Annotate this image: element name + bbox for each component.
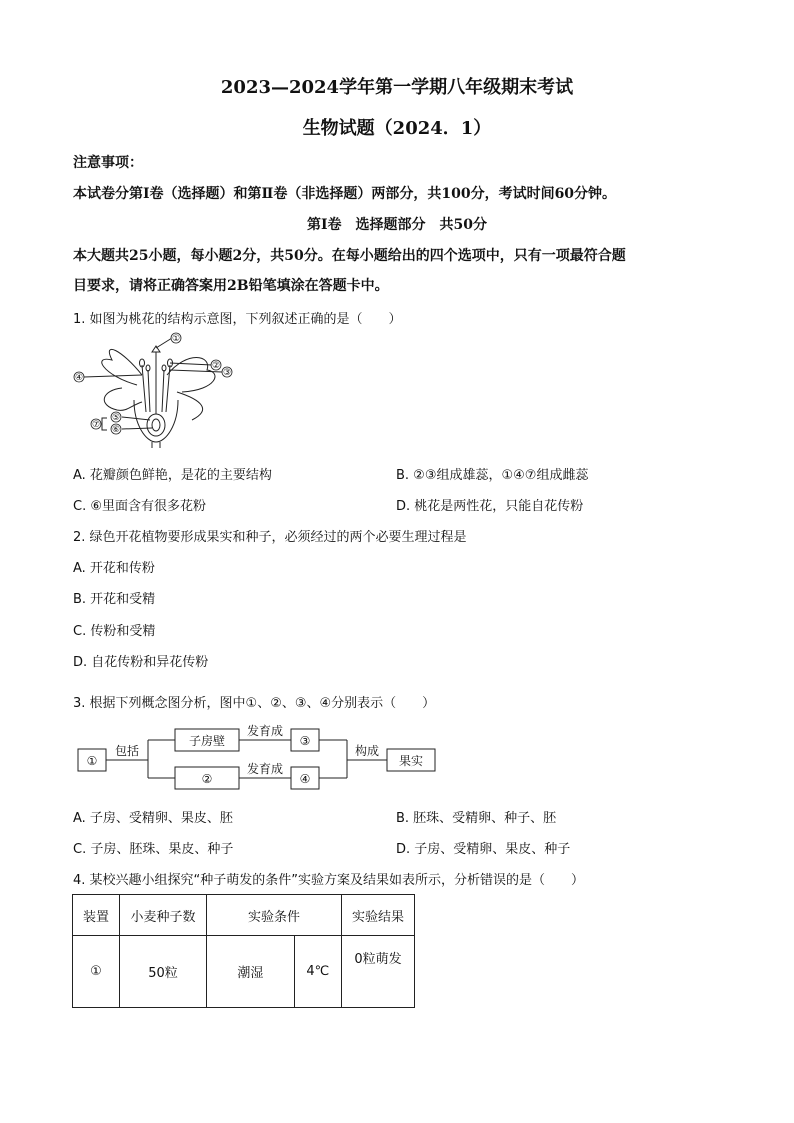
question-1-stem: 1. 如图为桃花的结构示意图，下列叙述正确的是（ ） — [73, 312, 402, 327]
box-3-text: ③ — [299, 734, 311, 748]
label-1: ① — [171, 334, 181, 344]
label-include: 包括 — [114, 744, 140, 758]
label-3: ③ — [222, 368, 232, 378]
box-1-text: ① — [86, 754, 98, 768]
q2-option-d[interactable]: D. 自花传粉和异花传粉 — [73, 655, 209, 670]
q3-option-c[interactable]: C. 子房、胚珠、果皮、种子 — [73, 842, 234, 857]
box-4-text: ④ — [299, 772, 311, 786]
box-2-text: ② — [201, 772, 213, 786]
question-3-stem: 3. 根据下列概念图分析，图中①、②、③、④分别表示（ ） — [73, 696, 436, 711]
box-fruit-text: 果实 — [398, 754, 424, 768]
cell-device: ① — [73, 936, 120, 1008]
q2-option-b[interactable]: B. 开花和受精 — [73, 592, 156, 607]
instruction-line-1: 本大题共25小题，每小题2分，共50分。在每小题给出的四个选项中，只有一项最符合题 — [73, 248, 626, 264]
table-row — [73, 936, 415, 1008]
question-4-stem: 4. 某校兴趣小组探究“种子萌发的条件”实验方案及结果如表所示，分析错误的是（ ） — [73, 873, 585, 888]
label-develop-bottom: 发育成 — [246, 762, 284, 776]
header-seed-count: 小麦种子数 — [120, 895, 207, 936]
q1-option-c[interactable]: C. ⑥里面含有很多花粉 — [73, 499, 206, 514]
q1-option-d[interactable]: D. 桃花是两性花，只能自花传粉 — [396, 499, 584, 514]
q1-option-b[interactable]: B. ②③组成雄蕊，①④⑦组成雌蕊 — [396, 468, 589, 483]
header-device: 装置 — [73, 895, 120, 936]
notice-line: 本试卷分第Ⅰ卷（选择题）和第Ⅱ卷（非选择题）两部分，共100分，考试时间60分钟。 — [73, 186, 617, 202]
q3-option-a[interactable]: A. 子房、受精卵、果皮、胚 — [73, 811, 233, 826]
box-ovary-wall-text: 子房壁 — [188, 734, 226, 748]
q3-option-d[interactable]: D. 子房、受精卵、果皮、种子 — [396, 842, 571, 857]
peach-flower-diagram — [72, 330, 242, 448]
exam-subtitle: 生物试题（2024．1） — [302, 118, 492, 139]
experiment-table — [72, 894, 415, 1008]
cell-seed-count: 50粒 — [120, 936, 207, 1008]
q3-option-b[interactable]: B. 胚珠、受精卵、种子、胚 — [396, 811, 557, 826]
label-develop-top: 发育成 — [246, 724, 284, 738]
table-header-row — [73, 895, 415, 936]
exam-title: 2023—2024学年第一学期八年级期末考试 — [220, 77, 574, 98]
question-2-stem: 2. 绿色开花植物要形成果实和种子，必须经过的两个必要生理过程是 — [73, 530, 467, 545]
label-5: ⑤ — [111, 413, 121, 423]
label-2: ② — [211, 361, 221, 371]
q2-option-c[interactable]: C. 传粉和受精 — [73, 624, 156, 639]
label-4: ④ — [74, 373, 84, 383]
section-title: 第Ⅰ卷 选择题部分 共50分 — [306, 217, 488, 233]
cell-result: 0粒萌发 — [342, 936, 415, 1008]
label-7: ⑦ — [91, 420, 101, 430]
instruction-line-2: 目要求，请将正确答案用2B铅笔填涂在答题卡中。 — [73, 278, 389, 294]
notice-heading: 注意事项： — [73, 155, 143, 171]
label-form: 构成 — [354, 744, 380, 758]
cell-moisture: 潮湿 — [207, 936, 295, 1008]
cell-temperature: 4℃ — [294, 936, 341, 1008]
header-result: 实验结果 — [342, 895, 415, 936]
q2-option-a[interactable]: A. 开花和传粉 — [73, 561, 155, 576]
label-6: ⑥ — [111, 425, 121, 435]
concept-map — [72, 722, 442, 800]
header-conditions: 实验条件 — [207, 895, 342, 936]
q1-option-a[interactable]: A. 花瓣颜色鲜艳，是花的主要结构 — [73, 468, 272, 483]
